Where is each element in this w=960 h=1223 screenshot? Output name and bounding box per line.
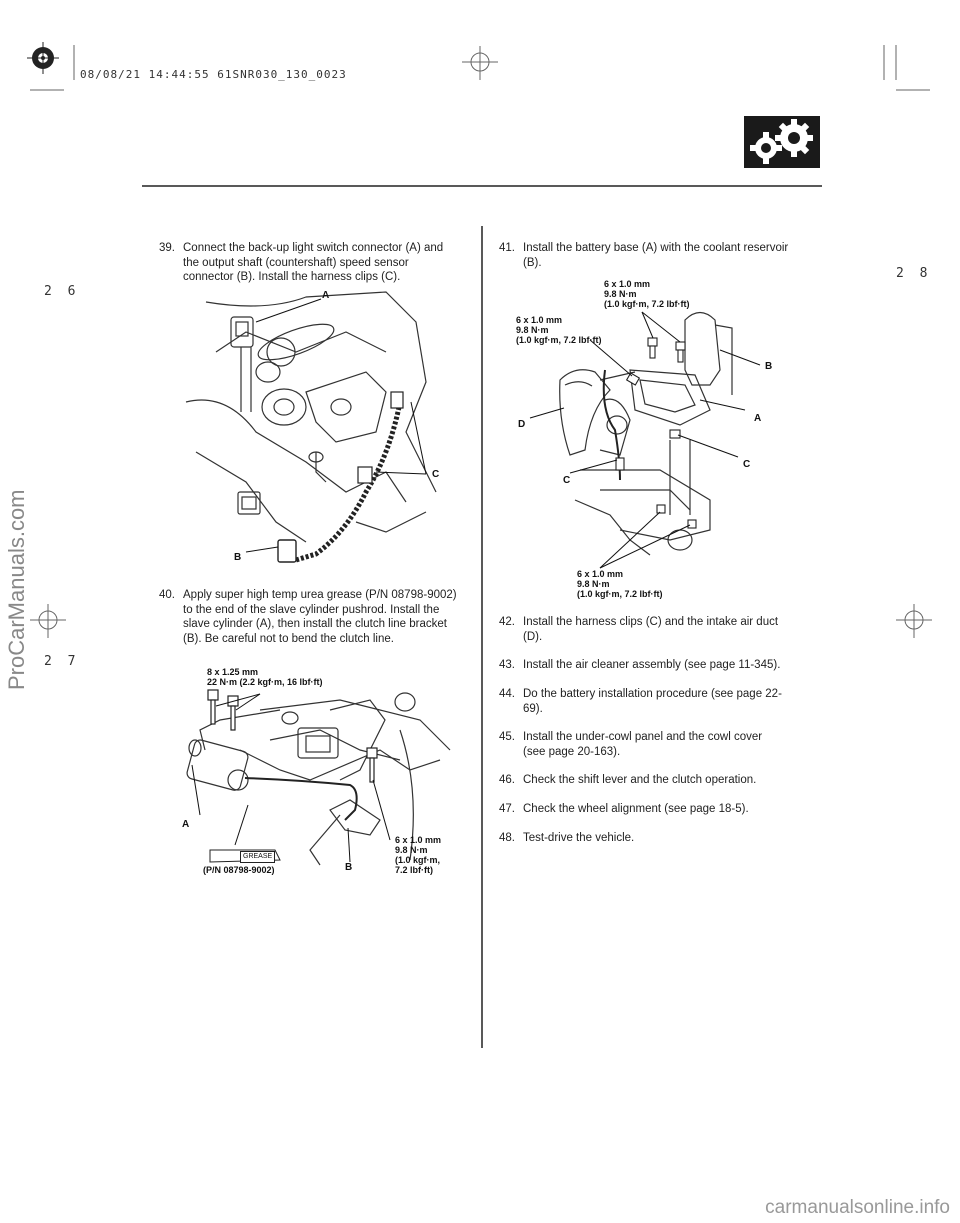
page-mark-right-top: 2 8: [896, 266, 932, 281]
fig3-label-c-right: C: [743, 459, 751, 470]
registration-target-icon: [27, 42, 59, 74]
gears-section-icon: [744, 116, 820, 168]
step-42: 42. Install the harness clips (C) and the intake air duct (D).: [499, 616, 779, 643]
step-41: 41. Install the battery base (A) with the coolant reservoir (B).: [499, 242, 789, 269]
page-mark-left-top: 2 6: [44, 284, 80, 299]
fig1-label-b: B: [234, 552, 242, 563]
figure-connectors-harness-clips: [186, 292, 456, 577]
fig3-bolt-spec-bottom: 6 x 1.0 mm 9.8 N·m (1.0 kgf·m, 7.2 lbf·ft): [577, 569, 663, 599]
fig3-label-b: B: [765, 361, 773, 372]
step-48: 48. Test-drive the vehicle.: [499, 832, 635, 844]
step-39: 39. Connect the back-up light switch connector (A) and the output shaft (countershaft) speed sensor connector (B). Install the harness clips (C).: [159, 242, 444, 283]
page-mark-left-bottom: 2 7: [44, 654, 80, 669]
fig1-label-c: C: [432, 469, 440, 480]
figure-battery-base: [520, 300, 780, 560]
step-40: 40. Apply super high temp urea grease (P/N 08798-9002) to the end of the slave cylinder pushrod. Install the slave cylinder (A), then install the clutch line bracket (B). Be careful not to bend the clutch line.: [159, 589, 457, 645]
step-47: 47. Check the wheel alignment (see page 18-5).: [499, 803, 749, 815]
fig3-bolt-spec-left: 6 x 1.0 mm 9.8 N·m (1.0 kgf·m, 7.2 lbf·ft): [516, 315, 602, 345]
fig3-label-d: D: [518, 419, 526, 430]
fig2-bolt-spec-right: 6 x 1.0 mm 9.8 N·m (1.0 kgf·m, 7.2 lbf·ft): [395, 835, 442, 875]
print-stamp: 08/08/21 14:44:55 61SNR030_130_0023: [80, 68, 347, 81]
fig2-grease-tag: GREASE: [240, 851, 275, 863]
footer-watermark: carmanualsonline.info: [765, 1197, 950, 1218]
fig2-bolt-spec-top: 8 x 1.25 mm 22 N·m (2.2 kgf·m, 16 lbf·ft): [207, 667, 323, 687]
step-44: 44. Do the battery installation procedure (see page 22-69).: [499, 688, 782, 715]
step-43: 43. Install the air cleaner assembly (see page 11-345).: [499, 659, 781, 671]
fig1-label-a: A: [322, 290, 330, 301]
step-45: 45. Install the under-cowl panel and the cowl cover (see page 20-163).: [499, 731, 763, 758]
step-46: 46. Check the shift lever and the clutch operation.: [499, 774, 757, 786]
fig2-part-number: (P/N 08798-9002): [203, 865, 275, 875]
fig2-label-a: A: [182, 819, 190, 830]
fig3-bolt-spec-top: 6 x 1.0 mm 9.8 N·m (1.0 kgf·m, 7.2 lbf·ft): [604, 279, 690, 309]
side-watermark: ProCarManuals.com: [4, 489, 29, 690]
fig3-label-c-left: C: [563, 475, 571, 486]
fig3-label-a: A: [754, 413, 762, 424]
fig2-label-b: B: [345, 862, 353, 873]
